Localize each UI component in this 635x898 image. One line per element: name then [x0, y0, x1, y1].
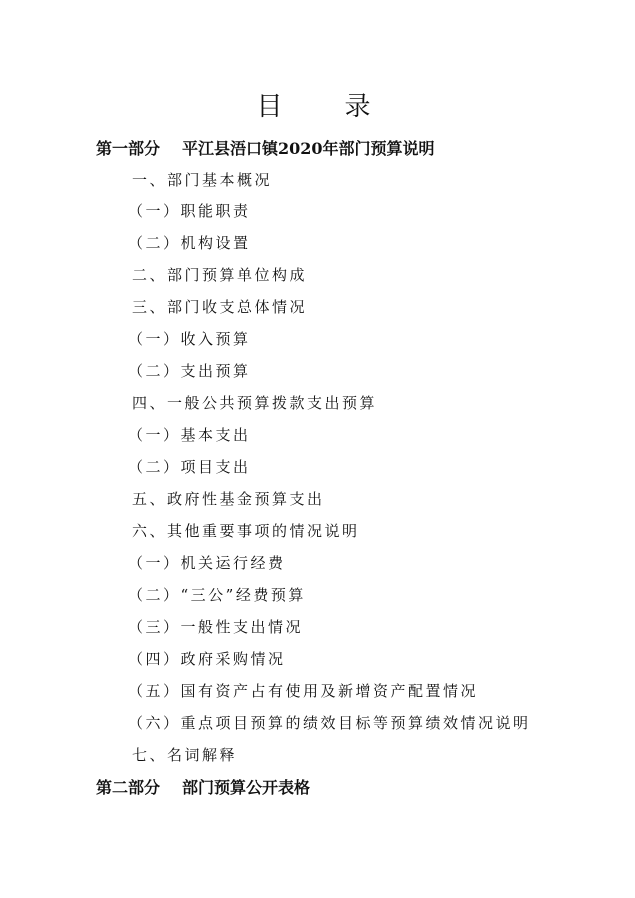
toc-item: 三、部门收支总体情况 [132, 298, 308, 316]
toc-item: （二）“三公”经费预算 [128, 586, 306, 604]
toc-item: （二）机构设置 [128, 234, 251, 252]
toc-item: （四）政府采购情况 [128, 650, 286, 668]
toc-item: 四、一般公共预算拨款支出预算 [132, 394, 378, 412]
toc-item: （二）项目支出 [128, 458, 251, 476]
part-1-label: 平江县浯口镇2020年部门预算说明 [182, 139, 435, 158]
toc-part-2 [96, 775, 310, 798]
toc-part-1 [96, 136, 435, 159]
part-2-number: 第二部分 [96, 778, 161, 797]
page-title: 目 录 [256, 92, 389, 122]
toc-item: （一）收入预算 [128, 330, 251, 348]
toc-item: 七、名词解释 [132, 746, 238, 764]
toc-item: （五）国有资产占有使用及新增资产配置情况 [128, 682, 479, 700]
toc-item: 一、部门基本概况 [132, 171, 273, 189]
part-1-number: 第一部分 [96, 139, 161, 158]
toc-item: （二）支出预算 [128, 362, 251, 380]
toc-item: （一）基本支出 [128, 426, 251, 444]
part-2-label: 部门预算公开表格 [182, 778, 311, 797]
toc-item: （一）机关运行经费 [128, 554, 286, 572]
toc-item: 六、其他重要事项的情况说明 [132, 522, 360, 540]
toc-item: （三）一般性支出情况 [128, 618, 304, 636]
toc-item: 二、部门预算单位构成 [132, 266, 308, 284]
toc-item: （一）职能职责 [128, 202, 251, 220]
toc-item: 五、政府性基金预算支出 [132, 490, 325, 508]
toc-item: （六）重点项目预算的绩效目标等预算绩效情况说明 [128, 714, 531, 732]
